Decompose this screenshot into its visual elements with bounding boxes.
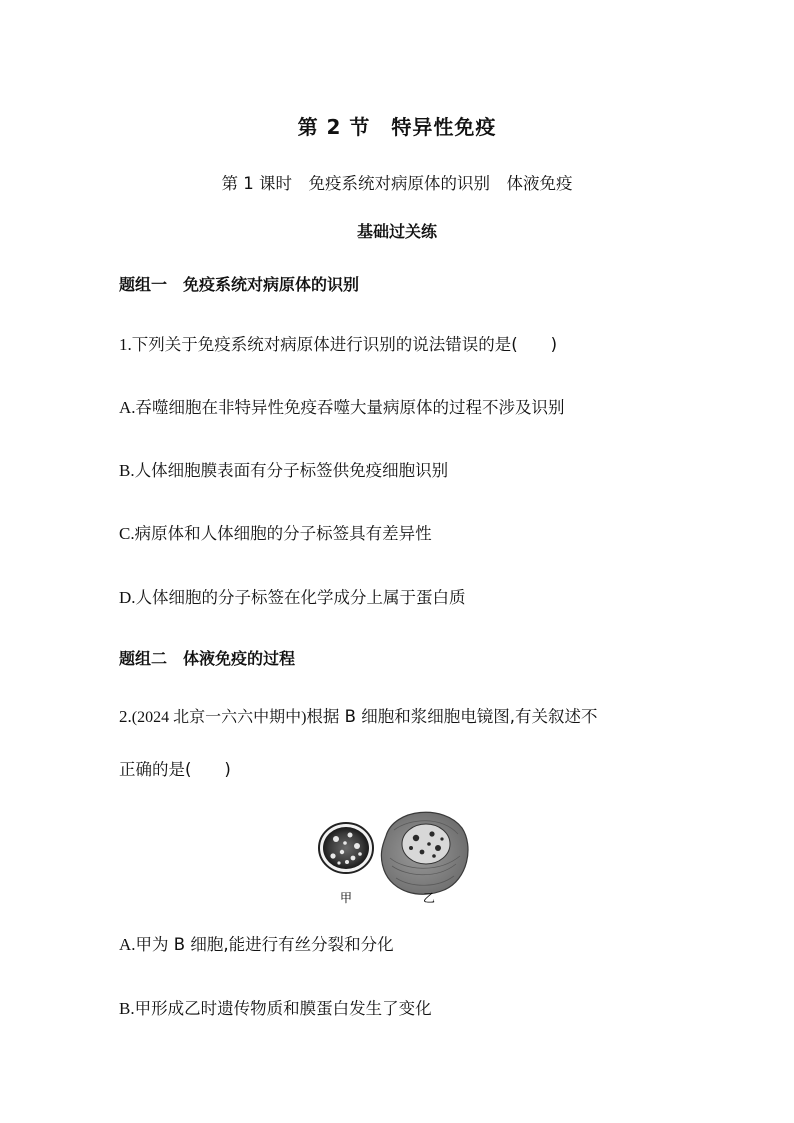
option-text: 甲为 B 细胞,能进行有丝分裂和分化 (135, 935, 394, 954)
b-cell-image (319, 823, 373, 873)
option-label: B. (119, 999, 135, 1018)
group2-heading: 题组二 体液免疫的过程 (119, 649, 296, 668)
question-source: (2024 北京一六六中期中) (131, 709, 307, 726)
q2-option-b (119, 995, 432, 1019)
plasma-cell-image (381, 812, 468, 894)
option-text: 吞噬细胞在非特异性免疫吞噬大量病原体的过程不涉及识别 (135, 398, 565, 417)
q2-option-a (119, 931, 394, 955)
q1-option-b (119, 457, 448, 481)
lesson-subtitle: 第 1 课时 免疫系统对病原体的识别 体液免疫 (221, 174, 573, 193)
option-text: 病原体和人体细胞的分子标签具有差异性 (134, 524, 432, 543)
figure-label-yi: 乙 (422, 891, 436, 905)
section-title: 第 2 节 特异性免疫 (297, 115, 497, 139)
q1-option-a (119, 394, 565, 418)
question-2 (119, 703, 597, 727)
q1-option-c (119, 520, 432, 544)
question-2-continued: 正确的是( ) (119, 760, 231, 779)
option-label: B. (119, 461, 135, 480)
micrograph-image (316, 806, 471, 914)
question-number: 2. (119, 707, 132, 726)
group1-heading: 题组一 免疫系统对病原体的识别 (119, 275, 360, 294)
question-1 (119, 331, 557, 355)
option-text: 人体细胞膜表面有分子标签供免疫细胞识别 (134, 461, 449, 480)
q1-option-d (119, 584, 466, 608)
question-stem: 根据 B 细胞和浆细胞电镜图,有关叙述不 (306, 707, 598, 726)
option-text: 人体细胞的分子标签在化学成分上属于蛋白质 (135, 588, 466, 607)
option-text: 甲形成乙时遗传物质和膜蛋白发生了变化 (134, 999, 432, 1018)
option-label: D. (119, 588, 136, 607)
figure-label-jia: 甲 (339, 891, 353, 905)
question-stem: 下列关于免疫系统对病原体进行识别的说法错误的是( ) (131, 335, 558, 354)
cell-micrograph-figure (316, 806, 471, 914)
option-label: A. (119, 935, 136, 954)
question-number: 1. (119, 335, 132, 354)
option-label: A. (119, 398, 136, 417)
option-label: C. (119, 524, 135, 543)
practice-heading: 基础过关练 (356, 222, 437, 241)
